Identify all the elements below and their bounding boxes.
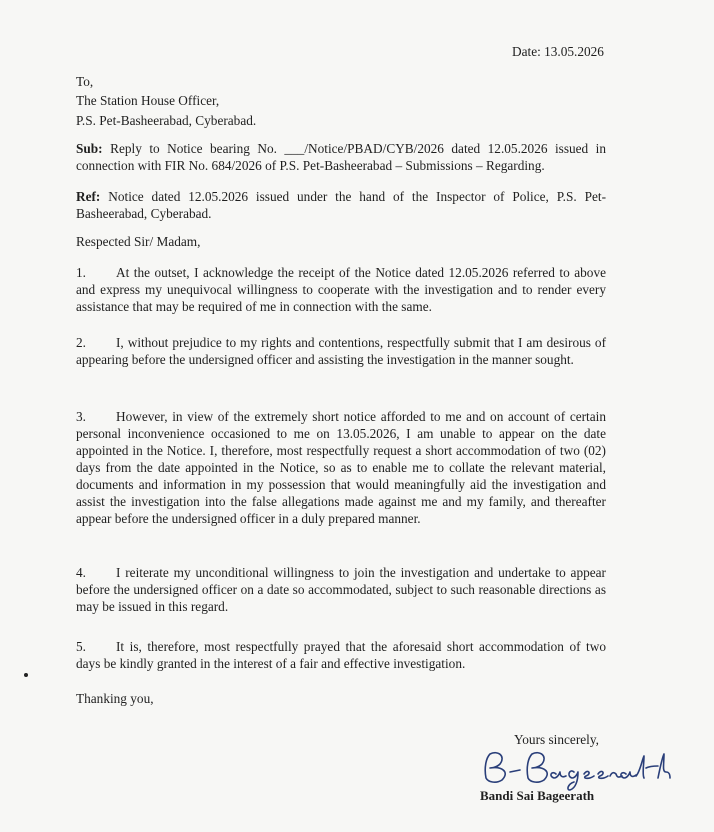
reference-label: Ref: bbox=[76, 189, 101, 204]
paragraph-number: 1. bbox=[76, 265, 86, 280]
closing: Thanking you, bbox=[76, 691, 154, 706]
paragraph-text: I reiterate my unconditional willingness to join the investigation and undertake to appear before the undersigned officer on a date so accommodated, subject to such reasonable directions as may be issued in this regard. bbox=[76, 565, 606, 614]
paragraph-4 bbox=[76, 564, 606, 615]
subject-text: Reply to Notice bearing No. ___/Notice/PBAD/CYB/2026 dated 12.05.2026 issued in connection with FIR No. 684/2026 of P.S. Pet-Basheerabad – Submissions – Regarding. bbox=[76, 141, 607, 173]
paragraph-3 bbox=[76, 408, 606, 527]
paragraph-text: At the outset, I acknowledge the receipt of the Notice dated 12.05.2026 referred to above and express my unequivocal willingness to cooperate with the investigation and to render every assistance that may be required of me in connection with the same. bbox=[76, 265, 606, 314]
salutation: Respected Sir/ Madam, bbox=[76, 234, 201, 249]
date-line: Date: 13.05.2026 bbox=[512, 44, 604, 59]
yours-sincerely: Yours sincerely, bbox=[514, 732, 599, 747]
paragraph-number: 4. bbox=[76, 565, 86, 580]
signatory-name: Bandi Sai Bageerath bbox=[480, 788, 595, 803]
reference-block bbox=[76, 188, 606, 222]
to-label: To, bbox=[76, 74, 94, 89]
paragraph-1 bbox=[76, 264, 606, 315]
paragraph-5 bbox=[76, 638, 606, 672]
paragraph-text: It is, therefore, most respectfully prayed that the aforesaid short accommodation of two days be kindly granted in the interest of a fair and effective investigation. bbox=[76, 639, 606, 671]
recipient-line-1: The Station House Officer, bbox=[76, 93, 220, 108]
paragraph-number: 5. bbox=[76, 639, 86, 654]
subject-block bbox=[76, 140, 606, 174]
paragraph-text: However, in view of the extremely short notice afforded to me and on account of certain personal inconvenience occasioned to me on 13.05.2026, I am unable to appear on the date appointed in the Notice. I, therefore, most respectfully request a short accommodation of two (02) days from the date appointed in the Notice, so as to enable me to collate the relevant material, documents and information in my possession that would meaningfully aid the investigation and assist the investigation into the false allegations made against me and my family, and thereafter appear before the undersigned officer in a duly prepared manner. bbox=[76, 409, 606, 526]
paragraph-number: 3. bbox=[76, 409, 86, 424]
paragraph-text: I, without prejudice to my rights and contentions, respectfully submit that I am desirous of appearing before the undersigned officer and assisting the investigation in the manner sought. bbox=[76, 335, 606, 367]
paragraph-number: 2. bbox=[76, 335, 86, 350]
subject-label: Sub: bbox=[76, 141, 103, 156]
stray-mark bbox=[24, 673, 28, 677]
paragraph-2 bbox=[76, 334, 606, 368]
recipient-line-2: P.S. Pet-Basheerabad, Cyberabad. bbox=[76, 113, 257, 128]
reference-text: Notice dated 12.05.2026 issued under the hand of the Inspector of Police, P.S. Pet-Basheerabad, Cyberabad. bbox=[76, 189, 606, 221]
